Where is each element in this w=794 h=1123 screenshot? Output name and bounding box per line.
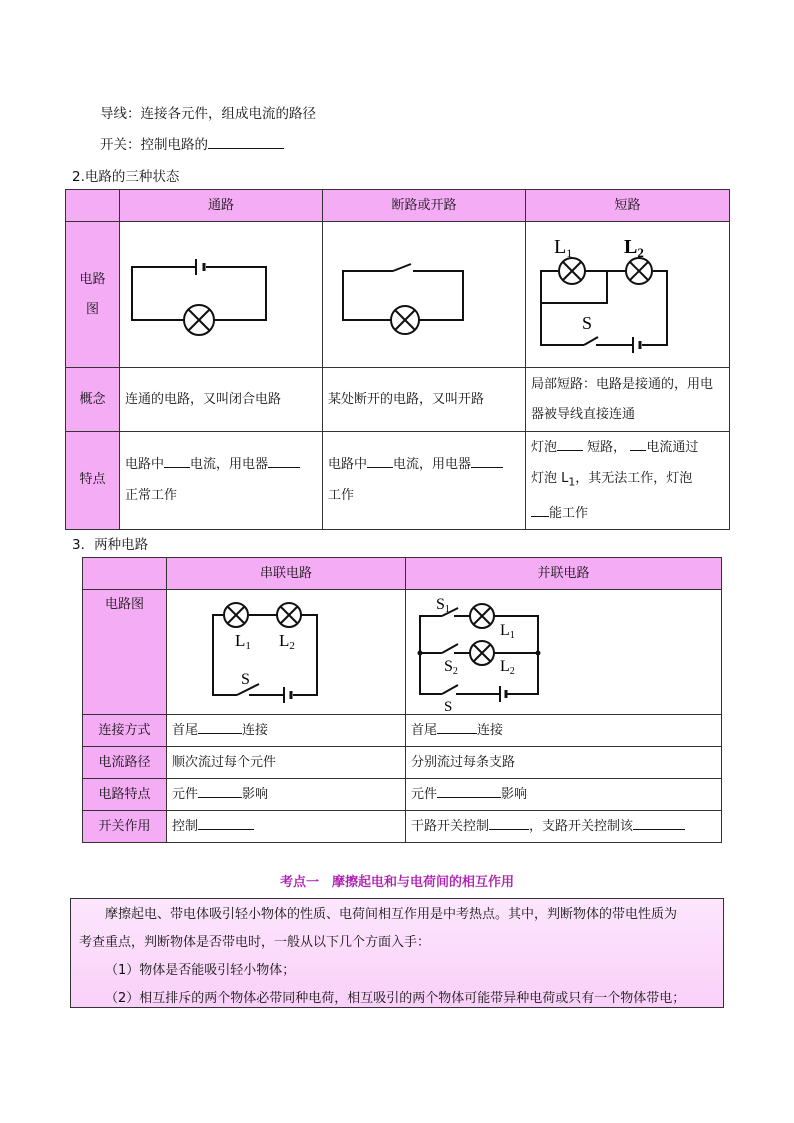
series-features: 元件 影响 [167,779,406,811]
short-s-label: S [582,312,593,333]
feature-open: 电路中 电流，用电器 工作 [323,432,526,530]
row-label-feature: 特点 [66,432,120,530]
parallel-l2-label: L2 [500,657,515,677]
concept-open: 某处断开的电路，又叫开路 [323,368,526,432]
short-circuit-svg [526,223,729,367]
series-l2-label: L2 [279,630,295,652]
series-connection: 首尾 连接 [167,715,406,747]
short-circuit-diagram [526,222,730,368]
row-label-diagram: 电路 图 [66,222,120,368]
exam-point-item-1: （1）物体是否能吸引轻小物体； [105,963,296,978]
exam-point-title: 考点一 摩擦起电和与电荷间的相互作用 [279,875,514,890]
concept-closed: 连通的电路，又叫闭合电路 [120,368,323,432]
header-parallel: 并联电路 [406,558,722,590]
series-s-label: S [241,670,250,688]
short-l1-label: $L_1$ [554,235,573,260]
section2-heading: 2.电路的三种状态 [72,169,180,185]
parallel-s1-label: S1 [436,595,450,615]
exam-point-box [70,898,724,1008]
feature-short: 灯泡 短路， 电流通过 灯泡 $L_1$，其无法工作，灯泡 能工作 [526,432,730,530]
header-open-circuit: 断路或开路 [323,190,526,222]
short-l2-label: $L_2$ [624,235,644,260]
parallel-features: 元件 影响 [406,779,722,811]
exam-point-paragraph-2: 考查重点，判断物体是否带电时，一般从以下几个方面入手： [79,935,431,950]
row-label-features: 电路特点 [83,779,167,811]
section3-heading: 3．两种电路 [72,537,149,553]
row-label-current-path: 电流路径 [83,747,167,779]
parallel-l1-label: L1 [500,621,515,641]
series-switch-role: 控制 [167,811,406,843]
open-circuit-diagram [323,222,526,368]
two-circuits-table [82,557,722,843]
header-short-circuit: 短路 [526,190,730,222]
row-label-circuit-diagram: 电路图 [83,590,167,715]
header-series: 串联电路 [167,558,406,590]
series-diagram [167,590,406,715]
row-label-concept: 概念 [66,368,120,432]
parallel-connection: 首尾 连接 [406,715,722,747]
parallel-current-path: 分别流过每条支路 [406,747,722,779]
header-closed-circuit: 通路 [120,190,323,222]
closed-circuit-svg [120,223,322,367]
circuit-states-table [65,189,730,530]
open-circuit-svg [323,223,525,367]
parallel-s-label: S [444,698,453,714]
series-current-path: 顺次流过每个元件 [167,747,406,779]
switch-definition: 开关：控制电路的 [100,133,284,153]
parallel-diagram [406,590,722,715]
parallel-s2-label: S2 [444,657,458,677]
exam-point-paragraph-1: 摩擦起电、带电体吸引轻小物体的性质、电荷间相互作用是中考热点。其中，判断物体的带电性质为 [105,907,678,922]
closed-circuit-diagram [120,222,323,368]
corner-cell-2 [83,558,167,590]
row-label-connection: 连接方式 [83,715,167,747]
feature-closed: 电路中 电流，用电器 正常工作 [120,432,323,530]
series-l1-label: L1 [235,630,251,652]
parallel-svg [406,591,722,714]
exam-point-item-2: （2）相互排斥的两个物体必带同种电荷，相互吸引的两个物体可能带异种电荷或只有一个物体带电； [105,991,686,1006]
wire-definition: 导线：连接各元件，组成电流的路径 [100,106,316,122]
row-label-switch-role: 开关作用 [83,811,167,843]
concept-short: 局部短路：电路是接通的，用电器被导线直接连通 [526,368,730,432]
series-svg [167,591,405,714]
parallel-switch-role: 干路开关控制 ，支路开关控制该 [406,811,722,843]
corner-cell [66,190,120,222]
